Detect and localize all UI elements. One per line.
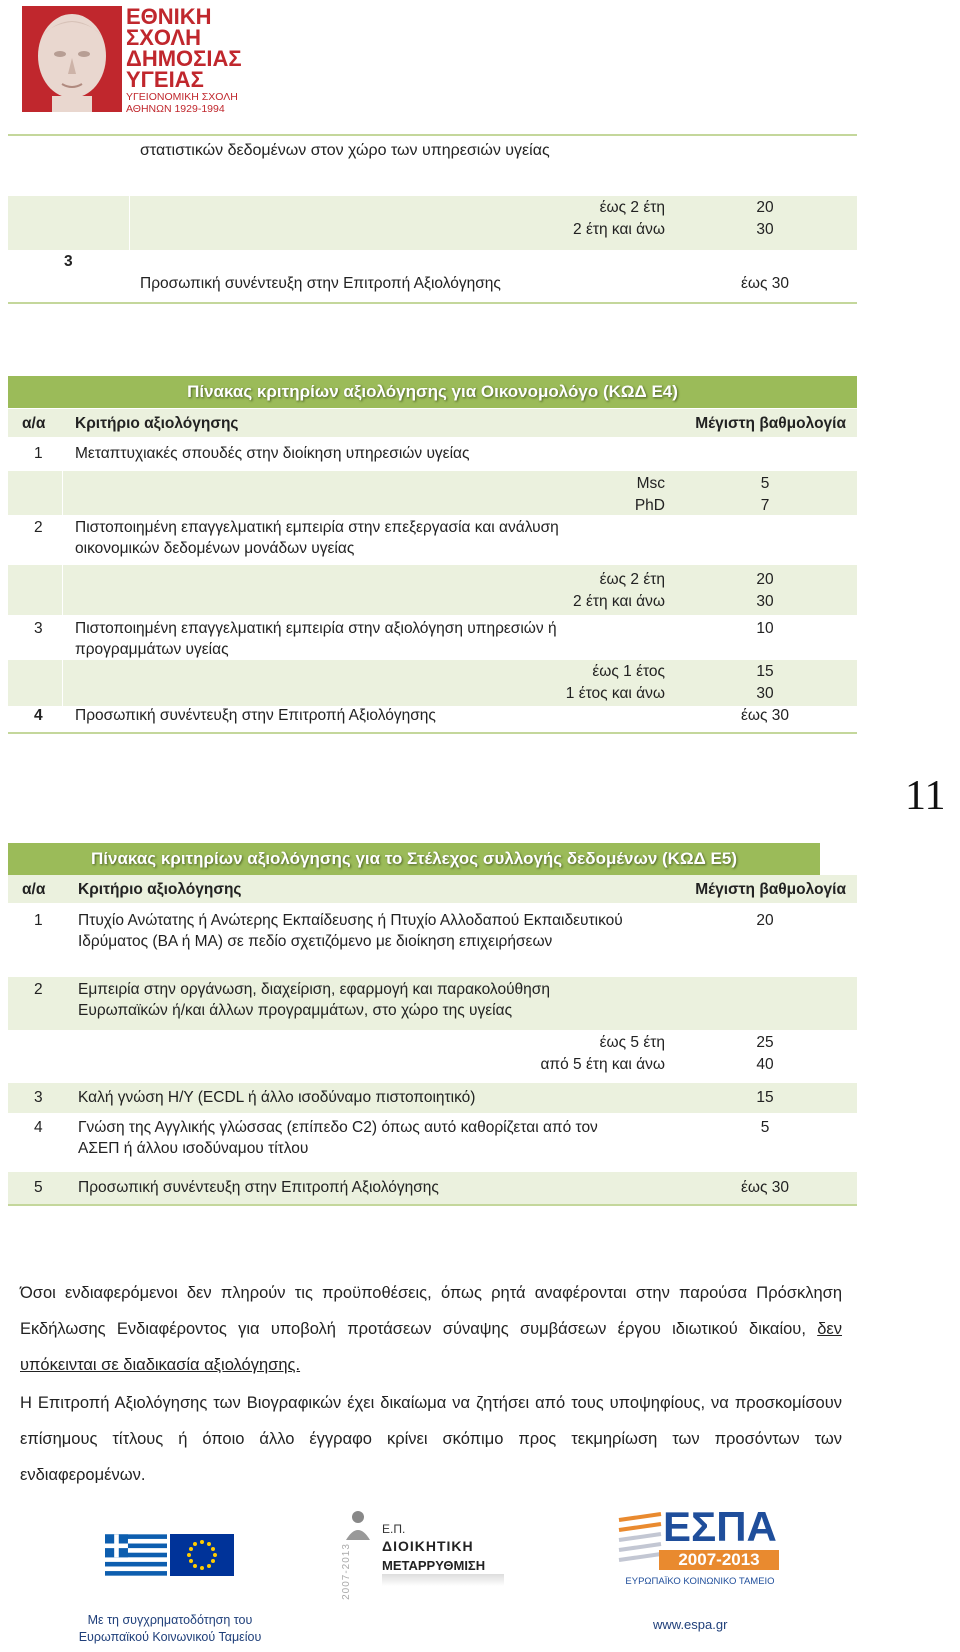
- max-score: έως 30: [740, 1179, 790, 1196]
- experience-label: έως 2 έτη: [599, 199, 665, 216]
- greek-flag-icon: [105, 1534, 167, 1576]
- row-number: 3: [34, 620, 43, 637]
- row-number: 2: [34, 519, 43, 536]
- criterion-text: Πιστοποιημένη επαγγελματική εμπειρία στην επεξεργασία και ανάλυση οικονομικών δεδομένων μονάδων υγείας: [75, 519, 559, 557]
- max-score: 10: [756, 620, 774, 637]
- table-band: [8, 471, 857, 515]
- col-header-criterion: Κριτήριο αξιολόγησης: [78, 881, 242, 898]
- sub-option-value: 5: [760, 475, 770, 492]
- table-rule: [8, 134, 857, 136]
- sub-option-value: 40: [756, 1056, 774, 1073]
- row-number: 4: [34, 1119, 43, 1136]
- logo-subtitle: ΥΓΕΙΟΝΟΜΙΚΗ ΣΧΟΛΗ: [126, 91, 238, 103]
- max-score: 15: [756, 1089, 774, 1106]
- criterion-text: Εμπειρία στην οργάνωση, διαχείριση, εφαρμογή και παρακολούθηση Ευρωπαϊκών ή/και άλλων προγραμμάτων, στο χώρο της υγείας: [78, 981, 550, 1019]
- sub-option-value: 7: [760, 497, 770, 514]
- experience-value: 20: [756, 199, 774, 216]
- row-number: 3: [34, 1089, 43, 1106]
- school-logo: [22, 6, 262, 114]
- logo-title-line: ΥΓΕΙΑΣ: [126, 67, 204, 92]
- col-header-max-score: Μέγιστη βαθμολογία: [695, 881, 846, 898]
- row-number: 5: [34, 1179, 43, 1196]
- row-number: 1: [34, 445, 43, 462]
- eligibility-text: Όσοι ενδιαφερόμενοι δεν πληρούν τις προϋποθέσεις, όπως ρητά αναφέρονται στην παρούσα Πρόσκληση Εκδήλωσης Ενδιαφέροντος για υποβολή προτάσεων σύναψης συμβάσεων έργου ιδιωτικού δικαίου,: [20, 1284, 842, 1338]
- criterion-text: Καλή γνώση Η/Υ (ECDL ή άλλο ισοδύναμο πιστοποιητικό): [78, 1089, 476, 1106]
- col-header-number: α/α: [22, 415, 46, 432]
- espa-website-link[interactable]: www.espa.gr: [653, 1617, 728, 1632]
- logo-subtitle: ΑΘΗΝΩΝ 1929-1994: [126, 103, 225, 115]
- row-number: 4: [34, 707, 43, 724]
- criterion-text: Πτυχίο Ανώτατης ή Ανώτερης Εκπαίδευσης ή Πτυχίο Αλλοδαπού Εκπαιδευτικού Ιδρύματος (ΒΑ ή ΜΑ) σε πεδίο σχετιζόμενο με διοίκηση επιχειρήσεων: [78, 912, 623, 950]
- admin-reform-line: ΜΕΤΑΡΡΥΘΜΙΣΗ: [382, 1558, 486, 1573]
- experience-value: 30: [756, 221, 774, 238]
- experience-label: 2 έτη και άνω: [573, 221, 665, 238]
- row-number: 2: [34, 981, 43, 998]
- logo-title-line: ΣΧΟΛΗ: [126, 25, 201, 50]
- espa-swoosh-icon: [615, 1512, 665, 1564]
- espa-subtitle: ΕΥΡΩΠΑΪΚΟ ΚΟΙΝΩΝΙΚΟ ΤΑΜΕΙΟ: [625, 1576, 775, 1587]
- max-score: έως 30: [740, 707, 790, 724]
- continued-cell-text: στατιστικών δεδομένων στον χώρο των υπηρεσιών υγείας: [140, 142, 550, 159]
- table-rule: [8, 302, 857, 304]
- sub-option-label: Msc: [636, 475, 665, 492]
- sub-option-value: 15: [756, 663, 774, 680]
- row-number: 3: [64, 253, 73, 270]
- sub-option-value: 20: [756, 571, 774, 588]
- sub-option-value: 30: [756, 593, 774, 610]
- eligibility-paragraph: [20, 1275, 842, 1383]
- admin-reform-line: Ε.Π.: [382, 1522, 406, 1536]
- max-score: 20: [756, 912, 774, 929]
- logo-head-image: [22, 6, 122, 112]
- table-rule: [8, 732, 857, 734]
- eligibility-underlined: δεν υπόκεινται σε διαδικασία αξιολόγησης.: [20, 1320, 842, 1374]
- logo-title-line: ΔΗΜΟΣΙΑΣ: [126, 46, 242, 71]
- espa-title: ΕΣΠΑ: [663, 1503, 777, 1550]
- criterion-text: Προσωπική συνέντευξη στην Επιτροπή Αξιολόγησης: [78, 1179, 439, 1196]
- criterion-text: Πιστοποιημένη επαγγελματική εμπειρία στην αξιολόγηση υπηρεσιών ή προγραμμάτων υγείας: [75, 620, 557, 658]
- sub-option-label: έως 2 έτη: [599, 571, 665, 588]
- sub-option-value: 30: [756, 685, 774, 702]
- eu-flag-icon: [170, 1534, 234, 1576]
- table-band: [8, 565, 857, 615]
- admin-reform-years: 2007-2013: [340, 1543, 352, 1600]
- row-number: 1: [34, 912, 43, 929]
- col-header-criterion: Κριτήριο αξιολόγησης: [75, 415, 239, 432]
- person-icon: [344, 1510, 372, 1540]
- admin-reform-line: ΔΙΟΙΚΗΤΙΚΗ: [382, 1538, 474, 1554]
- sub-option-label: 1 έτος και άνω: [565, 685, 665, 702]
- page-number: 11: [905, 773, 946, 819]
- table-band: [8, 196, 857, 250]
- sub-option-label: έως 1 έτος: [592, 663, 665, 680]
- max-score: 5: [760, 1119, 770, 1136]
- criterion-text: Γνώση της Αγγλικής γλώσσας (επίπεδο C2) όπως αυτό καθορίζεται από τον ΑΣΕΠ ή άλλου ισοδύναμου τίτλου: [78, 1119, 598, 1157]
- espa-logo: [615, 1503, 785, 1598]
- sub-option-value: 25: [756, 1034, 774, 1051]
- committee-paragraph: Η Επιτροπή Αξιολόγησης των Βιογραφικών έχει δικαίωμα να ζητήσει από τους υποψηφίους, να προσκομίσουν επίσημους τίτλους ή όποιο άλλο έγγραφο κρίνει σκόπιμο προς τεκμηρίωση των προσόντων των ενδιαφερομένων.: [20, 1394, 842, 1484]
- table-e4-title: Πίνακας κριτηρίων αξιολόγησης για Οικονομολόγο (ΚΩΔ Ε4): [8, 376, 857, 408]
- sub-option-label: 2 έτη και άνω: [573, 593, 665, 610]
- sub-option-label: από 5 έτη και άνω: [540, 1056, 665, 1073]
- logo-title-line: ΕΘΝΙΚΗ: [126, 4, 212, 29]
- sub-option-label: PhD: [634, 497, 665, 514]
- cofunding-text: [50, 1612, 290, 1646]
- col-header-max-score: Μέγιστη βαθμολογία: [695, 415, 846, 432]
- table-e5-title: Πίνακας κριτηρίων αξιολόγησης για το Στέλεχος συλλογής δεδομένων (ΚΩΔ Ε5): [8, 843, 820, 875]
- table-band: [8, 660, 857, 706]
- sub-option-label: έως 5 έτη: [599, 1034, 665, 1051]
- espa-years: 2007-2013: [659, 1550, 779, 1570]
- table-rule: [8, 1204, 857, 1206]
- admin-reform-logo: [340, 1508, 510, 1603]
- col-header-number: α/α: [22, 881, 46, 898]
- cofunding-line: Με τη συγχρηματοδότηση του: [87, 1613, 253, 1627]
- cofunding-line: Ευρωπαϊκού Κοινωνικού Ταμείου: [78, 1630, 262, 1644]
- criterion-text: Προσωπική συνέντευξη στην Επιτροπή Αξιολόγησης: [140, 275, 501, 292]
- criterion-text: Μεταπτυχιακές σπουδές στην διοίκηση υπηρεσιών υγείας: [75, 445, 470, 462]
- criterion-text: Προσωπική συνέντευξη στην Επιτροπή Αξιολόγησης: [75, 707, 436, 724]
- max-score: έως 30: [740, 275, 790, 292]
